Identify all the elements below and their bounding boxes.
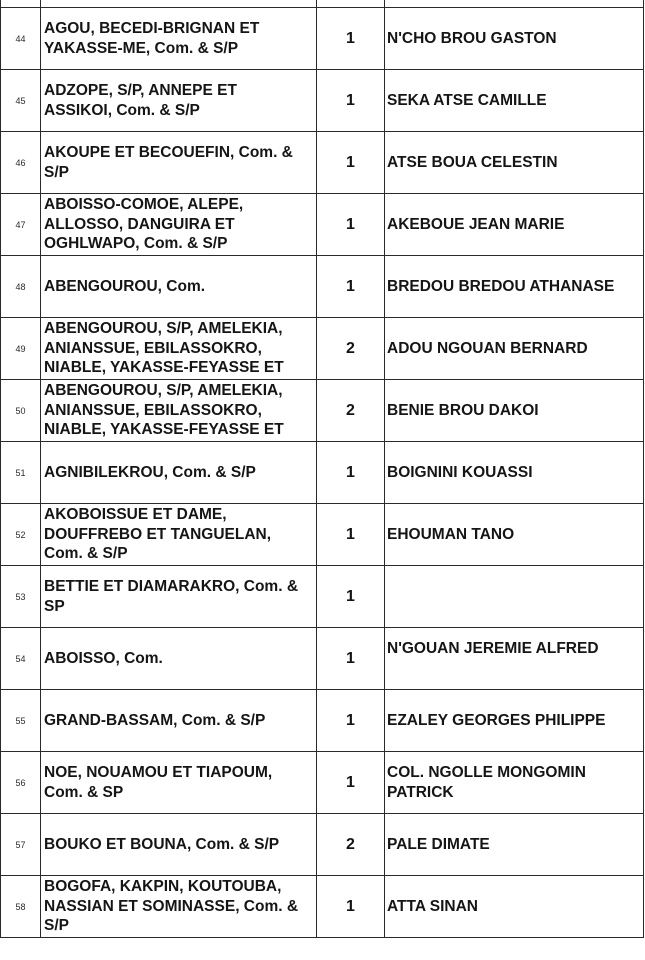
table-row <box>1 876 644 938</box>
table-row <box>1 8 644 70</box>
candidate-name-cell <box>385 628 644 690</box>
candidate-name: ADOU NGOUAN BERNARD <box>385 318 644 380</box>
table-row <box>1 566 644 628</box>
row-number: 54 <box>1 628 41 690</box>
candidate-name: BREDOU BREDOU ATHANASE <box>385 256 644 318</box>
candidate-name: ATSE BOUA CELESTIN <box>385 132 644 194</box>
constituency-line: ANIANSSUE, EBILASSOKRO, <box>44 401 262 419</box>
table-row <box>1 690 644 752</box>
candidate-name: EZALEY GEORGES PHILIPPE <box>385 690 644 752</box>
table-row <box>1 814 644 876</box>
row-number: 45 <box>1 70 41 132</box>
constituency-line: ABENGOUROU, Com. <box>44 277 206 295</box>
constituency-line: ASSIKOI, Com. & S/P <box>44 101 200 119</box>
constituency-line: Com. & S/P <box>44 545 128 563</box>
table-row <box>1 380 644 442</box>
constituency-cell <box>41 318 317 380</box>
table-row <box>1 442 644 504</box>
constituency-cell <box>41 380 317 442</box>
constituency-cell <box>41 628 317 690</box>
candidate-name: SEKA ATSE CAMILLE <box>385 70 644 132</box>
row-number: 46 <box>1 132 41 194</box>
constituency-line: ABOISSO, Com. <box>44 649 163 667</box>
row-number: 53 <box>1 566 41 628</box>
constituency-line: AKOUPE ET BECOUEFIN, Com. & <box>44 144 293 161</box>
candidate-name <box>385 566 644 628</box>
seat-count: 2 <box>317 814 385 876</box>
seat-count: 1 <box>317 442 385 504</box>
constituency-line: OGHLWAPO, Com. & S/P <box>44 235 228 253</box>
constituency-cell <box>41 566 317 628</box>
constituency-line: ANIANSSUE, EBILASSOKRO, <box>44 339 262 357</box>
constituency-cell <box>41 256 317 318</box>
constituency-line: NOE, NOUAMOU ET TIAPOUM, <box>44 764 273 781</box>
constituency-cell <box>41 194 317 256</box>
candidate-name: EHOUMAN TANO <box>385 504 644 566</box>
header-cell-circ <box>41 0 317 8</box>
constituency-line: AGNIBILEKROU, Com. & S/P <box>44 463 256 481</box>
constituency-line: YAKASSE-ME, Com. & S/P <box>44 39 239 57</box>
row-number: 50 <box>1 380 41 442</box>
constituency-line: ADZOPE, S/P, ANNEPE ET <box>44 82 237 99</box>
seat-count: 1 <box>317 194 385 256</box>
table-row <box>1 504 644 566</box>
seat-count: 1 <box>317 70 385 132</box>
seat-count: 2 <box>317 380 385 442</box>
row-number: 48 <box>1 256 41 318</box>
table-row <box>1 318 644 380</box>
table-row <box>1 70 644 132</box>
row-number: 51 <box>1 442 41 504</box>
constituency-cell <box>41 132 317 194</box>
candidate-name: PALE DIMATE <box>385 814 644 876</box>
row-number: 57 <box>1 814 41 876</box>
candidate-name: BENIE BROU DAKOI <box>385 380 644 442</box>
table-row <box>1 256 644 318</box>
constituency-cell <box>41 876 317 938</box>
constituency-line: AKOBOISSUE ET DAME, <box>44 506 227 524</box>
row-number: 52 <box>1 504 41 566</box>
candidate-name: N'CHO BROU GASTON <box>385 8 644 70</box>
constituency-line: BETTIE ET DIAMARAKRO, Com. & <box>44 578 299 595</box>
seat-count: 1 <box>317 256 385 318</box>
constituency-cell <box>41 8 317 70</box>
candidate-name: ATTA SINAN <box>385 876 644 938</box>
row-number: 49 <box>1 318 41 380</box>
constituency-line: NIABLE, YAKASSE-FEYASSE ET <box>44 359 284 377</box>
constituency-cell <box>41 752 317 814</box>
constituency-line: BOUKO ET BOUNA, Com. & S/P <box>44 835 280 853</box>
constituency-line: ALLOSSO, DANGUIRA ET <box>44 215 235 233</box>
candidate-name: N'GOUAN JEREMIE ALFRED <box>387 639 599 657</box>
seat-count: 1 <box>317 752 385 814</box>
seat-count: 1 <box>317 876 385 938</box>
table-row <box>1 752 644 814</box>
constituency-line: NASSIAN ET SOMINASSE, Com. & <box>44 897 299 915</box>
candidate-name: AKEBOUE JEAN MARIE <box>385 194 644 256</box>
candidate-name-cell <box>385 752 644 814</box>
candidate-name: BOIGNINI KOUASSI <box>385 442 644 504</box>
constituency-line: BOGOFA, KAKPIN, KOUTOUBA, <box>44 878 282 896</box>
constituency-line: DOUFFREBO ET TANGUELAN, <box>44 525 272 543</box>
table-row <box>1 194 644 256</box>
constituency-line: Com. & SP <box>44 783 124 801</box>
constituency-cell <box>41 70 317 132</box>
candidate-name-line: COL. NGOLLE MONGOMIN <box>387 764 586 781</box>
row-number: 58 <box>1 876 41 938</box>
constituency-cell <box>41 442 317 504</box>
row-number: 44 <box>1 8 41 70</box>
constituency-line: ABENGOUROU, S/P, AMELEKIA, <box>44 320 283 338</box>
seat-count: 1 <box>317 504 385 566</box>
seat-count: 1 <box>317 628 385 690</box>
row-number: 47 <box>1 194 41 256</box>
table-row <box>1 628 644 690</box>
constituency-line: SP <box>44 597 65 615</box>
constituency-cell <box>41 504 317 566</box>
constituency-cell <box>41 690 317 752</box>
header-cell-num <box>1 0 41 8</box>
table-header-stub <box>1 0 644 8</box>
seat-count: 1 <box>317 566 385 628</box>
constituency-line: ABENGOUROU, S/P, AMELEKIA, <box>44 382 283 400</box>
constituency-line: GRAND-BASSAM, Com. & S/P <box>44 711 266 729</box>
constituency-line: S/P <box>44 163 69 181</box>
constituency-cell <box>41 814 317 876</box>
seat-count: 2 <box>317 318 385 380</box>
row-number: 55 <box>1 690 41 752</box>
constituency-line: ABOISSO-COMOE, ALEPE, <box>44 196 244 214</box>
constituency-line: S/P <box>44 917 69 935</box>
constituency-line: NIABLE, YAKASSE-FEYASSE ET <box>44 421 284 439</box>
seat-count: 1 <box>317 8 385 70</box>
candidate-name-line: PATRICK <box>387 783 454 801</box>
table-row <box>1 132 644 194</box>
seat-count: 1 <box>317 132 385 194</box>
seat-count: 1 <box>317 690 385 752</box>
header-cell-seats <box>317 0 385 8</box>
header-cell-name <box>385 0 644 8</box>
constituency-line: AGOU, BECEDI-BRIGNAN ET <box>44 20 260 37</box>
row-number: 56 <box>1 752 41 814</box>
